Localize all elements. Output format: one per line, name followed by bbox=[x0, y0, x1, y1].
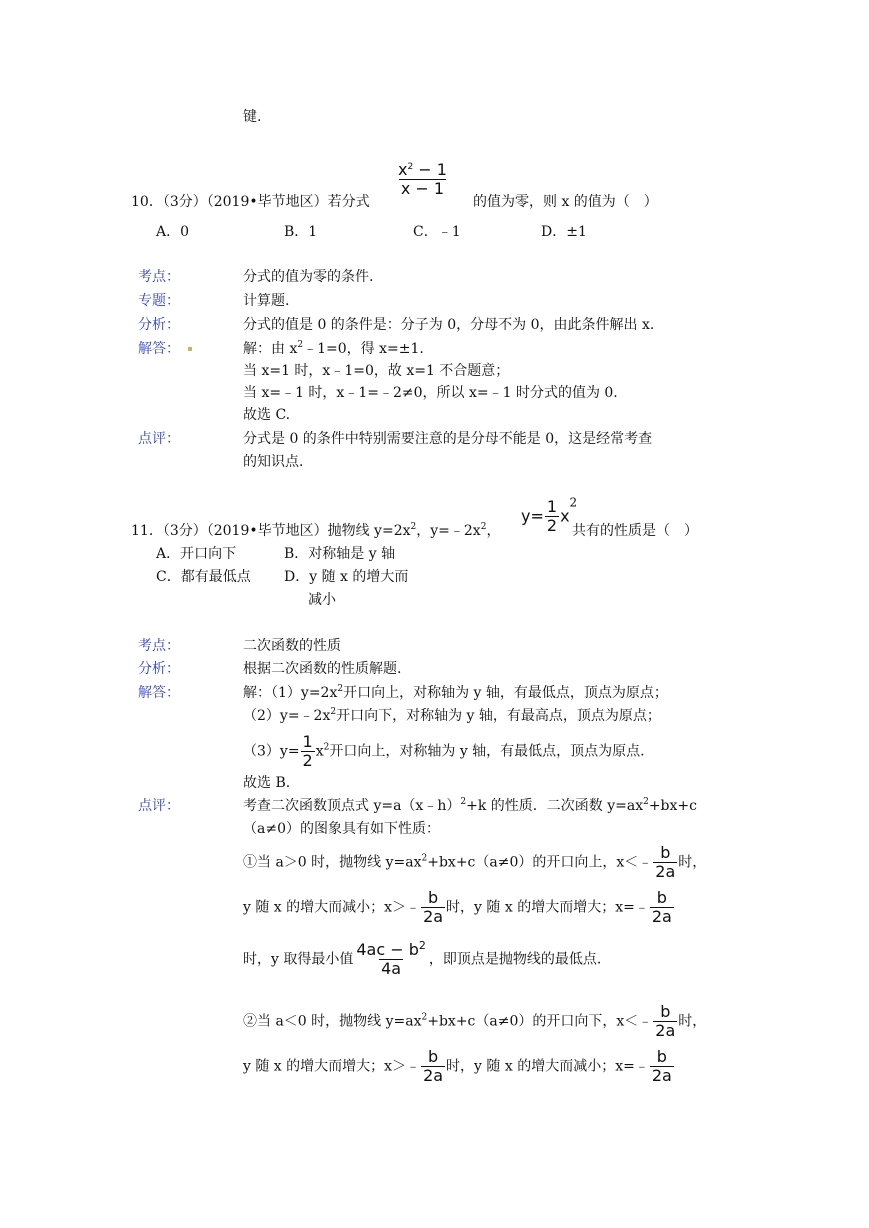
q11-option-b: B．对称轴是 y 轴 bbox=[284, 546, 396, 562]
continued-text: 键. bbox=[243, 109, 262, 125]
q11-dianping-line1: 考查二次函数顶点式 y=a（x﹣h）$^2$+k 的性质．二次函数 $y=ax^2+bx+c$ bbox=[243, 797, 697, 814]
q11-option-a: A．开口向下 bbox=[156, 546, 237, 562]
q10-stem-suffix: 的值为零，则 x 的值为（ ） bbox=[473, 194, 658, 210]
q10-dianping-label: 点评： bbox=[138, 431, 180, 447]
q11-stem-a: 11．（3分）（2019•毕节地区）抛物线 $y=2x^2$，$y=﹣2x^2$， bbox=[131, 522, 501, 539]
q10-option-b: B．1 bbox=[284, 224, 318, 240]
q11-property2-line2: y 随 x 的增大而增大；x＞﹣ $\frac{b}{2a}$ 时，y 随 x 的增大而减小；x=﹣ $\frac{b}{2a}$ bbox=[243, 1047, 672, 1085]
q11-option-c: C．都有最低点 bbox=[156, 569, 251, 585]
q10-option-c: C．﹣1 bbox=[413, 224, 461, 240]
q11-dianping-label: 点评： bbox=[138, 798, 180, 814]
q10-zhuanti-label: 专题： bbox=[138, 293, 180, 309]
q11-jieda-line2: $(2)y=﹣2x^2$开口向下，对称轴为 y 轴，有最高点，顶点为原点； bbox=[243, 707, 661, 724]
q11-dianping-line2: （a≠0）的图象具有如下性质： bbox=[243, 821, 440, 837]
q11-jieda-line4: 故选 B. bbox=[243, 775, 291, 791]
q11-jieda-line3: （3）y= $\frac{1}{2}$ $x^2$开口向上，对称轴为 y 轴，有最低点，顶点为原点. bbox=[243, 732, 645, 770]
q10-frac-numerator: x bbox=[398, 160, 408, 179]
q11-property1-line2: y 随 x 的增大而减小；x＞﹣ $\frac{b}{2a}$ 时，y 随 x 的增大而增大；x=﹣ $\frac{b}{2a}$ bbox=[243, 888, 672, 926]
q10-dianping-line2: 的知识点. bbox=[243, 454, 304, 470]
q10-fenxi: 分式的值是 0 的条件是：分子为 0，分母不为 0，由此条件解出 x. bbox=[243, 317, 655, 333]
q10-zhuanti: 计算题. bbox=[243, 293, 290, 309]
q11-kaodian: 二次函数的性质 bbox=[243, 638, 341, 654]
q11-property2-line1: ②当 a＜0 时，抛物线 $y=ax^2+bx+c(a\ne 0)$的开口向下，x＜﹣ $\frac{b}{2a}$ 时， bbox=[243, 1002, 707, 1040]
q10-jieda-line1: 解：由 $x^2﹣1=0$，得 x=±1. bbox=[243, 340, 424, 357]
q10-kaodian-label: 考点： bbox=[138, 269, 180, 285]
q11-formula-half-x2: y= $\frac{1}{2}$ $x^2$ bbox=[521, 495, 578, 535]
q10-dianping-line1: 分式是 0 的条件中特别需要注意的是分母不能是 0，这是经常考查 bbox=[243, 431, 653, 447]
q11-option-d-line1: D．y 随 x 的增大而 bbox=[284, 569, 409, 585]
q10-jieda-line2: 当 x=1 时，x﹣1=0，故 x=1 不合题意； bbox=[243, 363, 510, 379]
marker-dot-icon bbox=[188, 347, 192, 351]
q10-jieda-line4: 故选 C. bbox=[243, 407, 291, 423]
q11-option-d-line2: 减小 bbox=[308, 592, 336, 608]
q11-kaodian-label: 考点： bbox=[138, 638, 180, 654]
q11-jieda-line1: 解：$(1)y=2x^2$开口向上，对称轴为 y 轴，有最低点，顶点为原点； bbox=[243, 684, 668, 701]
q11-stem-d: 共有的性质是（ ） bbox=[572, 523, 698, 539]
q10-fenxi-label: 分析： bbox=[138, 317, 180, 333]
q11-fenxi-label: 分析： bbox=[138, 661, 180, 677]
q11-property1-line3: 时，y 取得最小值 $\frac{4ac - b^2}{4a}$ ，即顶点是抛物线的最低点. bbox=[243, 939, 602, 978]
q11-fenxi: 根据二次函数的性质解题. bbox=[243, 661, 402, 677]
q10-kaodian: 分式的值为零的条件. bbox=[243, 269, 374, 285]
q10-stem-prefix: 10．（3分）（2019•毕节地区）若分式 bbox=[131, 194, 370, 210]
q10-fraction: $\frac{x^2 - 1}{x - 1}$ bbox=[398, 160, 447, 198]
q11-jieda-label: 解答： bbox=[138, 685, 180, 701]
q10-frac-denominator: x − 1 bbox=[400, 178, 445, 198]
q11-property1-line1: ①当 a＞0 时，抛物线 $y=ax^2+bx+c(a\ne 0)$的开口向上，x＜﹣ $\frac{b}{2a}$ 时， bbox=[243, 843, 707, 881]
q10-option-d: D．±1 bbox=[541, 224, 587, 240]
q10-jieda-label: 解答： bbox=[138, 342, 192, 356]
q10-jieda-line3: 当 x=﹣1 时，x﹣1=﹣2≠0，所以 x=﹣1 时分式的值为 0. bbox=[243, 385, 618, 401]
q10-option-a: A．0 bbox=[156, 224, 190, 240]
